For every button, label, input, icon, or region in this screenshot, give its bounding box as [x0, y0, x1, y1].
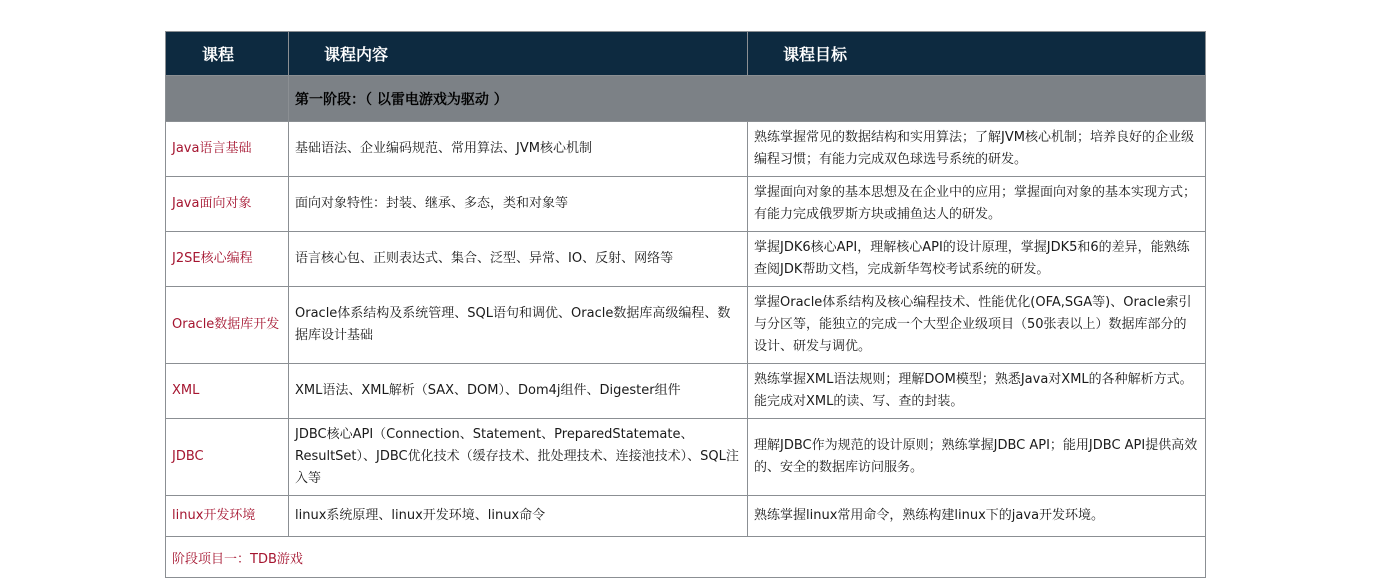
- table-row: [166, 287, 1206, 364]
- course-goal: 理解JDBC作为规范的设计原则；熟练掌握JDBC API；能用JDBC API提供高效的、安全的数据库访问服务。: [748, 419, 1206, 496]
- course-name: linux开发环境: [166, 496, 289, 537]
- course-table-container: [165, 31, 1205, 578]
- course-table: [165, 31, 1206, 578]
- course-content: JDBC核心API（Connection、Statement、PreparedStatemate、ResultSet）、JDBC优化技术（缓存技术、批处理技术、连接池技术）、SQL注入等: [289, 419, 748, 496]
- course-name: JDBC: [166, 419, 289, 496]
- stage-title: 第一阶段：（ 以雷电游戏为驱动 ）: [289, 76, 1206, 122]
- course-content: 面向对象特性：封装、继承、多态，类和对象等: [289, 177, 748, 232]
- table-row: [166, 232, 1206, 287]
- course-name: XML: [166, 364, 289, 419]
- project-row: [166, 537, 1206, 578]
- table-row: [166, 496, 1206, 537]
- table-header-row: [166, 32, 1206, 76]
- course-name: Java面向对象: [166, 177, 289, 232]
- course-content: 语言核心包、正则表达式、集合、泛型、异常、IO、反射、网络等: [289, 232, 748, 287]
- header-course: 课程: [166, 32, 289, 76]
- table-row: [166, 177, 1206, 232]
- course-content: linux系统原理、linux开发环境、linux命令: [289, 496, 748, 537]
- course-goal: 掌握面向对象的基本思想及在企业中的应用；掌握面向对象的基本实现方式；有能力完成俄罗斯方块或捕鱼达人的研发。: [748, 177, 1206, 232]
- course-name: Java语言基础: [166, 122, 289, 177]
- course-goal: 掌握Oracle体系结构及核心编程技术、性能优化(OFA,SGA等)、Oracle索引与分区等，能独立的完成一个大型企业级项目（50张表以上）数据库部分的设计、研发与调优。: [748, 287, 1206, 364]
- course-goal: 熟练掌握linux常用命令，熟练构建linux下的java开发环境。: [748, 496, 1206, 537]
- table-row: [166, 122, 1206, 177]
- table-row: [166, 419, 1206, 496]
- course-goal: 熟练掌握XML语法规则；理解DOM模型；熟悉Java对XML的各种解析方式。能完成对XML的读、写、查的封装。: [748, 364, 1206, 419]
- course-content: 基础语法、企业编码规范、常用算法、JVM核心机制: [289, 122, 748, 177]
- project-title: 阶段项目一：TDB游戏: [166, 537, 1206, 578]
- header-content: 课程内容: [289, 32, 748, 76]
- header-goal: 课程目标: [748, 32, 1206, 76]
- table-row: [166, 364, 1206, 419]
- stage-row: [166, 76, 1206, 122]
- course-goal: 掌握JDK6核心API，理解核心API的设计原理，掌握JDK5和6的差异，能熟练查阅JDK帮助文档，完成新华驾校考试系统的研发。: [748, 232, 1206, 287]
- course-goal: 熟练掌握常见的数据结构和实用算法；了解JVM核心机制；培养良好的企业级编程习惯；有能力完成双色球选号系统的研发。: [748, 122, 1206, 177]
- course-content: Oracle体系结构及系统管理、SQL语句和调优、Oracle数据库高级编程、数据库设计基础: [289, 287, 748, 364]
- stage-blank-cell: [166, 76, 289, 122]
- course-content: XML语法、XML解析（SAX、DOM）、Dom4j组件、Digester组件: [289, 364, 748, 419]
- course-name: J2SE核心编程: [166, 232, 289, 287]
- course-name: Oracle数据库开发: [166, 287, 289, 364]
